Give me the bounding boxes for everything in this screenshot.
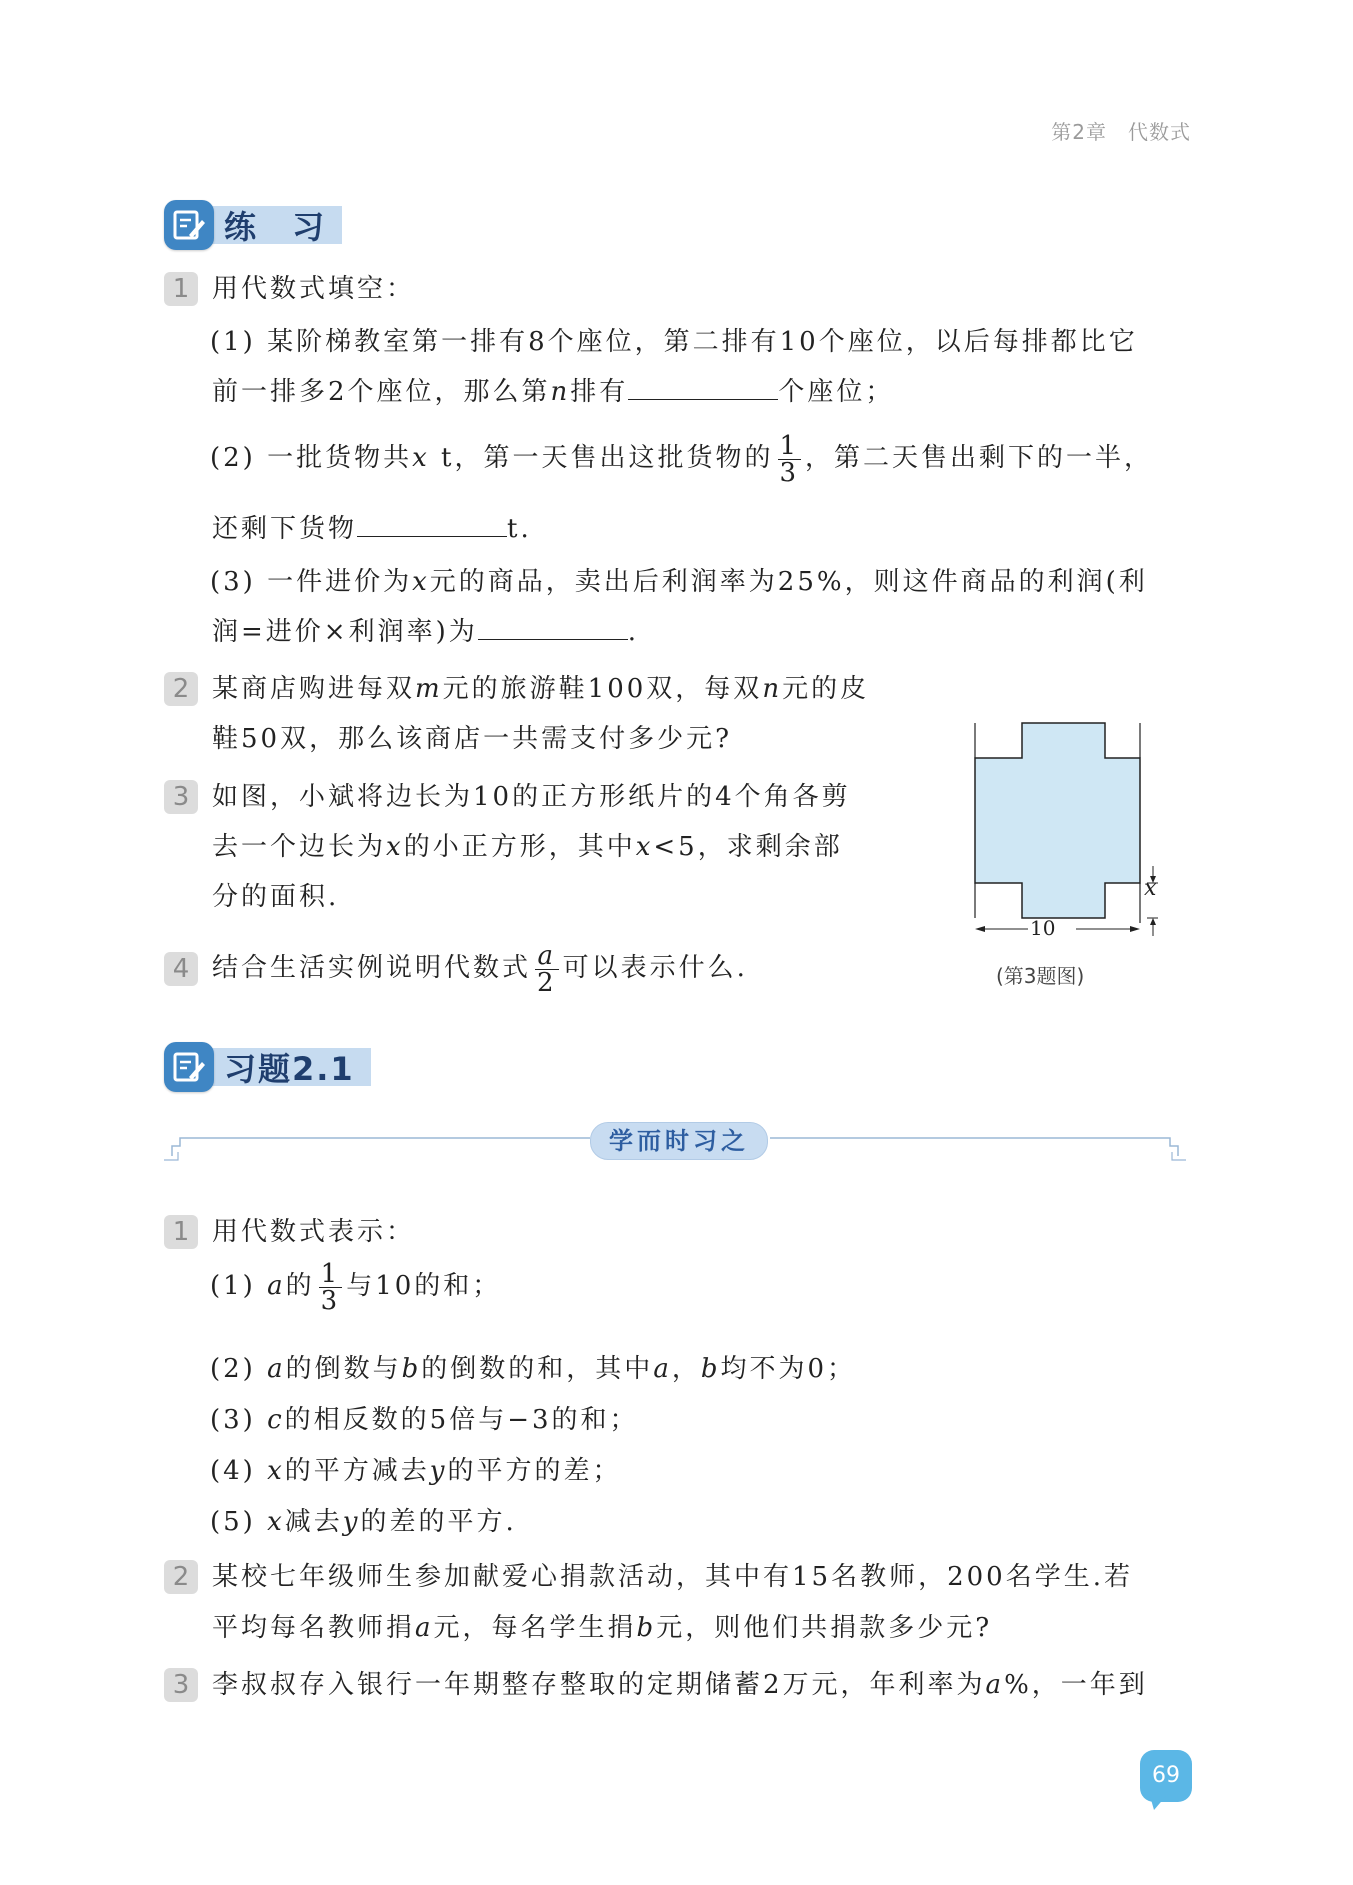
question-number: 1 bbox=[164, 272, 198, 306]
practice-section-badge bbox=[164, 202, 342, 248]
fill-blank bbox=[357, 512, 507, 537]
question-number: 1 bbox=[164, 1215, 198, 1249]
section-banner: 学而时习之 bbox=[590, 1122, 768, 1160]
figure-label-x: x bbox=[1144, 876, 1157, 901]
page-number: 69 bbox=[1140, 1750, 1192, 1802]
chapter-header: 第2章 代数式 bbox=[1051, 120, 1191, 144]
pencil-note-icon bbox=[164, 200, 214, 250]
question-number: 3 bbox=[164, 780, 198, 814]
exercise-title: 习题2.1 bbox=[210, 1048, 371, 1086]
pencil-note-icon bbox=[164, 1042, 214, 1092]
question-number: 2 bbox=[164, 1560, 198, 1594]
remaining-shape bbox=[975, 723, 1140, 918]
question-line: 如图，小斌将边长为10的正方形纸片的4个角各剪 bbox=[212, 782, 851, 812]
question-line: (2) 一批货物共x t，第一天售出这批货物的 $\frac{1}{3}$ ，第二天售出剩下的一半， bbox=[210, 430, 1154, 488]
question-line: (1) 某阶梯教室第一排有8个座位，第二排有10个座位，以后每排都比它 bbox=[210, 327, 1138, 357]
question-line: 前一排多2个座位，那么第n排有 个座位； bbox=[212, 377, 895, 407]
question-line: 结合生活实例说明代数式 $\frac{a}{2}$ 可以表示什么. bbox=[212, 940, 748, 998]
practice-title: 练 习 bbox=[210, 206, 342, 244]
cut-square-figure bbox=[940, 718, 1170, 948]
question-line: (3) 一件进价为x元的商品，卖出后利润率为25%，则这件商品的利润(利 bbox=[210, 567, 1148, 597]
question-number: 4 bbox=[164, 952, 198, 986]
fraction: $\frac{1}{3}$ bbox=[779, 430, 800, 488]
question-line: 分的面积. bbox=[212, 882, 340, 912]
exercise-section-badge bbox=[164, 1044, 371, 1090]
question-line: 去一个边长为x的小正方形，其中x<5，求剩余部 bbox=[212, 832, 843, 862]
question-line: (5) x减去y的差的平方. bbox=[210, 1507, 517, 1537]
question-line: (1) a的 $\frac{1}{3}$ 与10的和； bbox=[210, 1258, 502, 1316]
question-number: 3 bbox=[164, 1668, 198, 1702]
question-line: 鞋50双，那么该商店一共需支付多少元? bbox=[212, 724, 733, 754]
question-line: (4) x的平方减去y的平方的差； bbox=[210, 1456, 622, 1486]
question-stem: 用代数式表示： bbox=[212, 1217, 416, 1247]
question-number: 2 bbox=[164, 672, 198, 706]
fill-blank bbox=[478, 615, 628, 640]
question-stem: 用代数式填空： bbox=[212, 274, 416, 304]
fraction: $\frac{a}{2}$ bbox=[537, 940, 557, 998]
question-line: 还剩下货物 t. bbox=[212, 514, 532, 544]
fill-blank bbox=[628, 375, 778, 400]
question-line: (2) a的倒数与b的倒数的和，其中a，b均不为0； bbox=[210, 1354, 857, 1384]
question-line: 平均每名教师捐a元，每名学生捐b元，则他们共捐款多少元? bbox=[212, 1613, 993, 1643]
question-line: 某商店购进每双m元的旅游鞋100双，每双n元的皮 bbox=[212, 674, 870, 704]
figure-label-10: 10 bbox=[1030, 916, 1056, 940]
question-line: 某校七年级师生参加献爱心捐款活动，其中有15名教师，200名学生.若 bbox=[212, 1562, 1133, 1592]
question-line: 李叔叔存入银行一年期整存整取的定期储蓄2万元，年利率为a%，一年到 bbox=[212, 1670, 1148, 1700]
fraction: $\frac{1}{3}$ bbox=[320, 1258, 341, 1316]
question-line: (3) c的相反数的5倍与−3的和； bbox=[210, 1405, 639, 1435]
figure-caption: (第3题图) bbox=[996, 964, 1085, 988]
page-number-tail bbox=[1150, 1796, 1170, 1812]
question-line: 润=进价×利润率)为 . bbox=[212, 617, 639, 647]
